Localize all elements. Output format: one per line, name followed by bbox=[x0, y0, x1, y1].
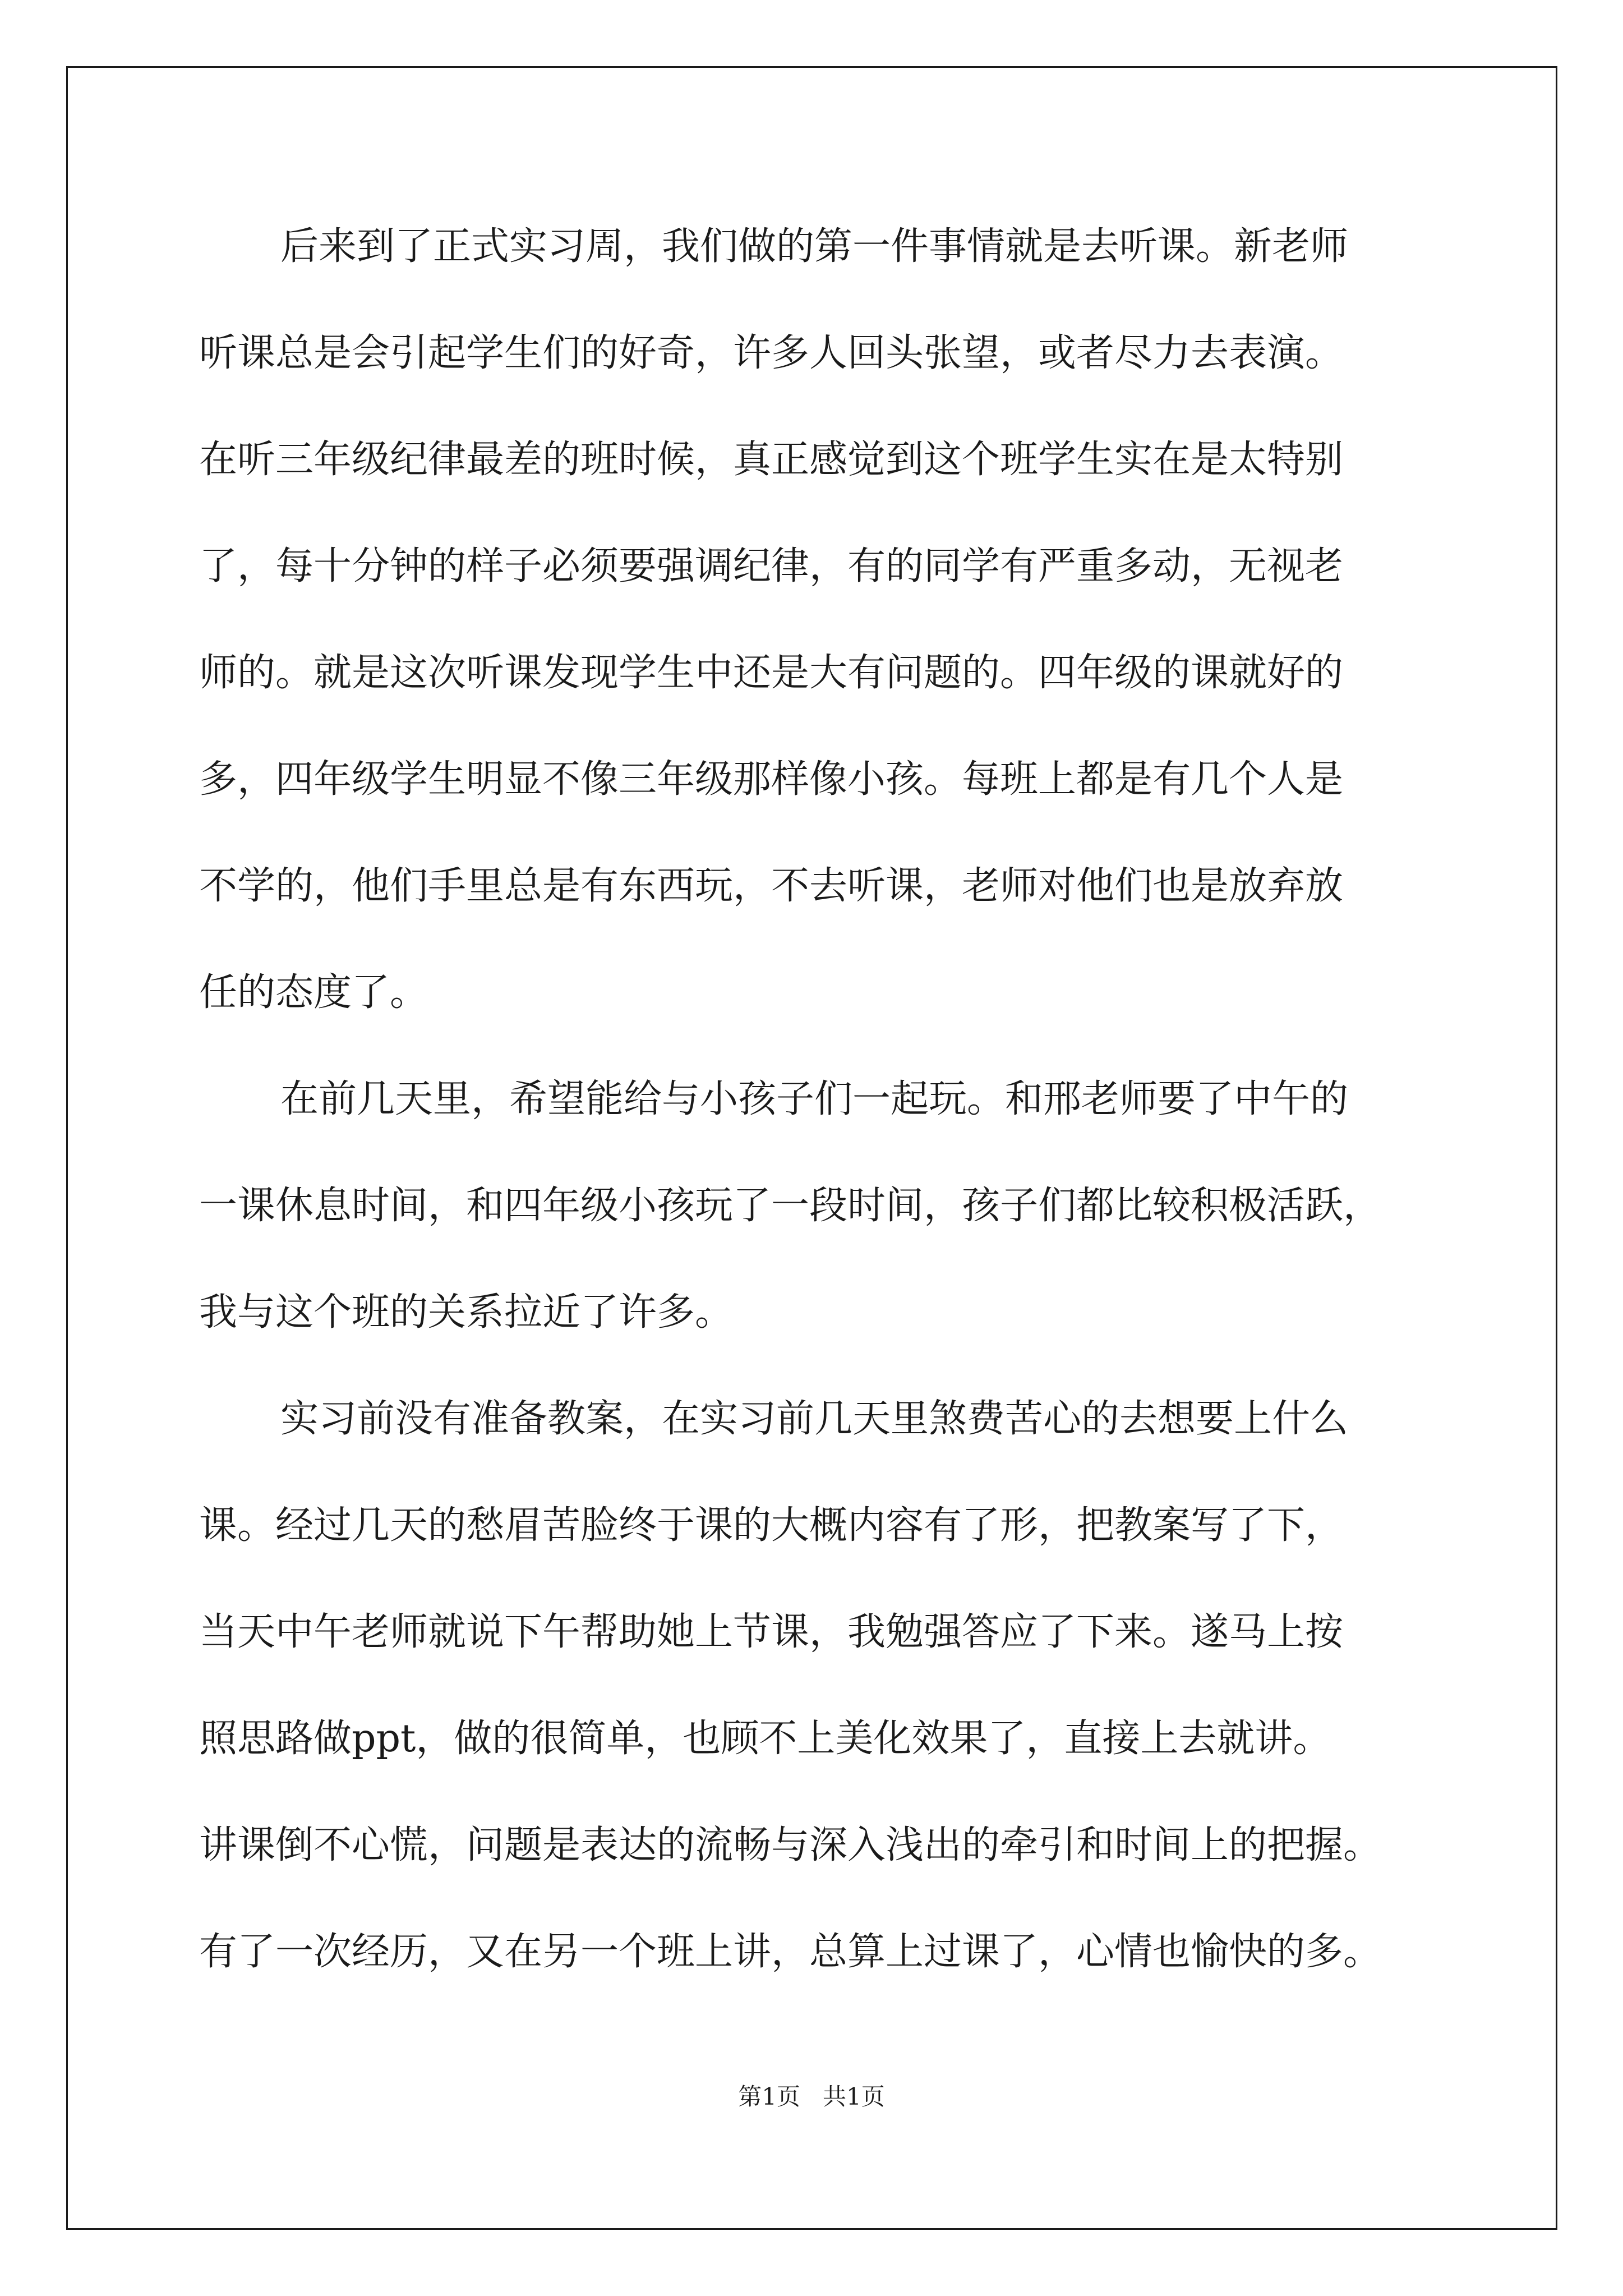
paragraph-2 bbox=[199, 1063, 1444, 1383]
paragraph-line: 听课总是会引起学生们的好奇，许多人回头张望，或者尽力去表演。 bbox=[199, 331, 1344, 375]
paragraph-line: 在听三年级纪律最差的班时候，真正感觉到这个班学生实在是太特别 bbox=[199, 438, 1344, 482]
paragraph-line: 多，四年级学生明显不像三年级那样像小孩。每班上都是有几个人是 bbox=[199, 757, 1344, 802]
paragraph-line: 师的。就是这次听课发现学生中还是大有问题的。四年级的课就好的 bbox=[199, 651, 1344, 695]
paragraph-line: 在前几天里，希望能给与小孩子们一起玩。和邢老师要了中午的 bbox=[280, 1077, 1349, 1121]
paragraph-line: 后来到了正式实习周，我们做的第一件事情就是去听课。新老师 bbox=[280, 224, 1349, 269]
paragraph-3 bbox=[199, 1383, 1444, 2022]
paragraph-line: 讲课倒不心慌，问题是表达的流畅与深入浅出的牵引和时间上的把握。 bbox=[199, 1823, 1382, 1867]
paragraph-line: 一课休息时间，和四年级小孩玩了一段时间，孩子们都比较积极活跃， bbox=[199, 1184, 1382, 1228]
paragraph-line: 当天中午老师就说下午帮助她上节课，我勉强答应了下来。遂马上按 bbox=[199, 1610, 1344, 1654]
paragraph-line: 实习前没有准备教案，在实习前几天里煞费苦心的去想要上什么 bbox=[280, 1397, 1349, 1441]
paragraph-line: 不学的，他们手里总是有东西玩，不去听课，老师对他们也是放弃放 bbox=[199, 864, 1344, 908]
paragraph-line: 有了一次经历，又在另一个班上讲，总算上过课了，心情也愉快的多。 bbox=[199, 1930, 1382, 1974]
page-number-footer: 第1页 共1页 bbox=[738, 2083, 885, 2110]
paragraph-line: 课。经过几天的愁眉苦脸终于课的大概内容有了形，把教案写了下， bbox=[199, 1503, 1344, 1548]
paragraph-1 bbox=[199, 210, 1444, 1063]
paragraph-line: 任的态度了。 bbox=[199, 970, 428, 1015]
paragraph-line: 照思路做ppt，做的很简单，也顾不上美化效果了，直接上去就讲。 bbox=[199, 1717, 1331, 1761]
paragraph-line: 我与这个班的关系拉近了许多。 bbox=[199, 1290, 734, 1335]
document-body bbox=[199, 210, 1444, 2022]
paragraph-line: 了，每十分钟的样子必须要强调纪律，有的同学有严重多动，无视老 bbox=[199, 544, 1344, 588]
